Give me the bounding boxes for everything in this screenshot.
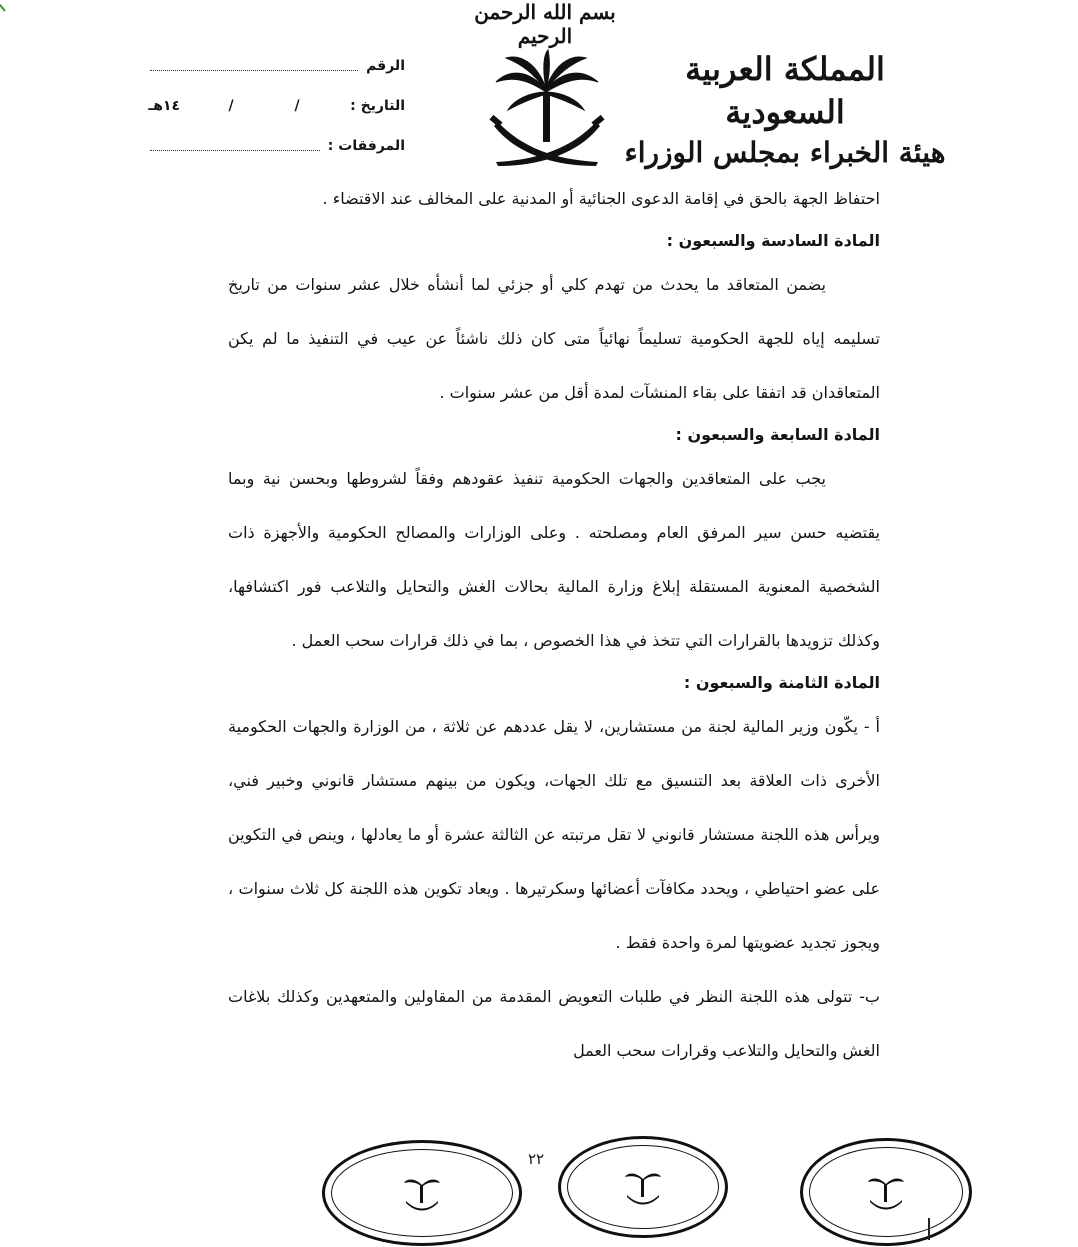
authority-stamp (322, 1140, 522, 1246)
secretariat-stamp (800, 1138, 972, 1246)
document-body (228, 172, 880, 1078)
date-label: التاريخ : (350, 98, 405, 114)
stamp-emblem-icon (402, 1173, 442, 1213)
letterhead-title (620, 48, 950, 172)
reference-row (150, 46, 405, 86)
stamp-emblem-icon (623, 1167, 663, 1207)
corner-mark (0, 0, 15, 12)
attachments-label: المرفقات : (327, 138, 405, 154)
page-number: ٢٢ (528, 1150, 545, 1168)
article-78-item-a: أ - يكّون وزير المالية لجنة من مستشارين، لا يقل عددهم عن ثلاثة ، من الوزارة والجهات الحكومية الأخرى ذات العلاقة بعد التنسيق مع تلك الجهات، ويكون من بينهم مستشار قانوني وخبير فني، ويرأس هذه اللجنة مستشار قانوني لا تقل مرتبته عن الثالثة عشرة أو ما يعادلها ، وينص في التكوين على عضو احتياطي ، ويحدد مكافآت أعضائها وسكرتيرها . ويعاد تكوين هذه اللجنة كل ثلاث سنوات ، ويجوز تجديد عضويتها لمرة واحدة فقط . (228, 717, 880, 952)
authority-name: هيئة الخبراء بمجلس الوزراء (624, 136, 946, 170)
attachments-line (150, 149, 320, 151)
reference-block (150, 46, 405, 166)
stamp-emblem-icon (866, 1172, 906, 1212)
reference-label: الرقم (366, 58, 405, 74)
date-row (150, 86, 405, 126)
basmala: بسم الله الرحمن الرحيم (474, 0, 616, 48)
kingdom-name: المملكة العربية السعودية (685, 50, 885, 132)
date-suffix: ١٤هـ (148, 98, 180, 114)
article-76-title: المادة السادسة والسبعون : (666, 231, 880, 250)
article-77-text: يجب على المتعاقدين والجهات الحكومية تنفيذ عقودهم وفقاً لشروطها وبحسن نية وبما يقتضيه حسن سير المرفق العام ومصلحته . وعلى الوزارات والمصالح الحكومية والأجهزة ذات الشخصية المعنوية المستقلة إبلاغ وزارة المالية بحالات الغش والتحايل والتلاعب فور اكتشافها، وكذلك تزويدها بالقرارات التي تتخذ في هذا الخصوص ، بما في ذلك قرارات سحب العمل . (228, 469, 880, 650)
saudi-emblem-icon (488, 48, 606, 178)
article-77-title: المادة السابعة والسبعون : (675, 425, 880, 444)
article-76-text: يضمن المتعاقد ما يحدث من تهدم كلي أو جزئي لما أنشأه خلال عشر سنوات من تاريخ تسليمه إياه للجهة الحكومية تسليماً نهائياً متى كان ذلك ناشئاً عن عيب في التنفيذ ما لم يكن المتعاقدان قد اتفقا على بقاء المنشآت لمدة أقل من عشر سنوات . (228, 275, 880, 402)
date-fields: / / ١٤هـ (148, 98, 300, 114)
article-78-item-b: ب- تتولى هذه اللجنة النظر في طلبات التعويض المقدمة من المقاولين والمتعهدين وكذلك بلاغات الغش والتحايل والتلاعب وقرارات سحب العمل (228, 987, 880, 1060)
intro-paragraph: احتفاظ الجهة بالحق في إقامة الدعوى الجنائية أو المدنية على المخالف عند الاقتضاء . (322, 189, 880, 208)
reference-line (150, 69, 358, 71)
attachments-row (150, 126, 405, 166)
margin-mark (928, 1218, 936, 1240)
true-copy-stamp (558, 1136, 728, 1238)
article-78-title: المادة الثامنة والسبعون : (683, 673, 880, 692)
